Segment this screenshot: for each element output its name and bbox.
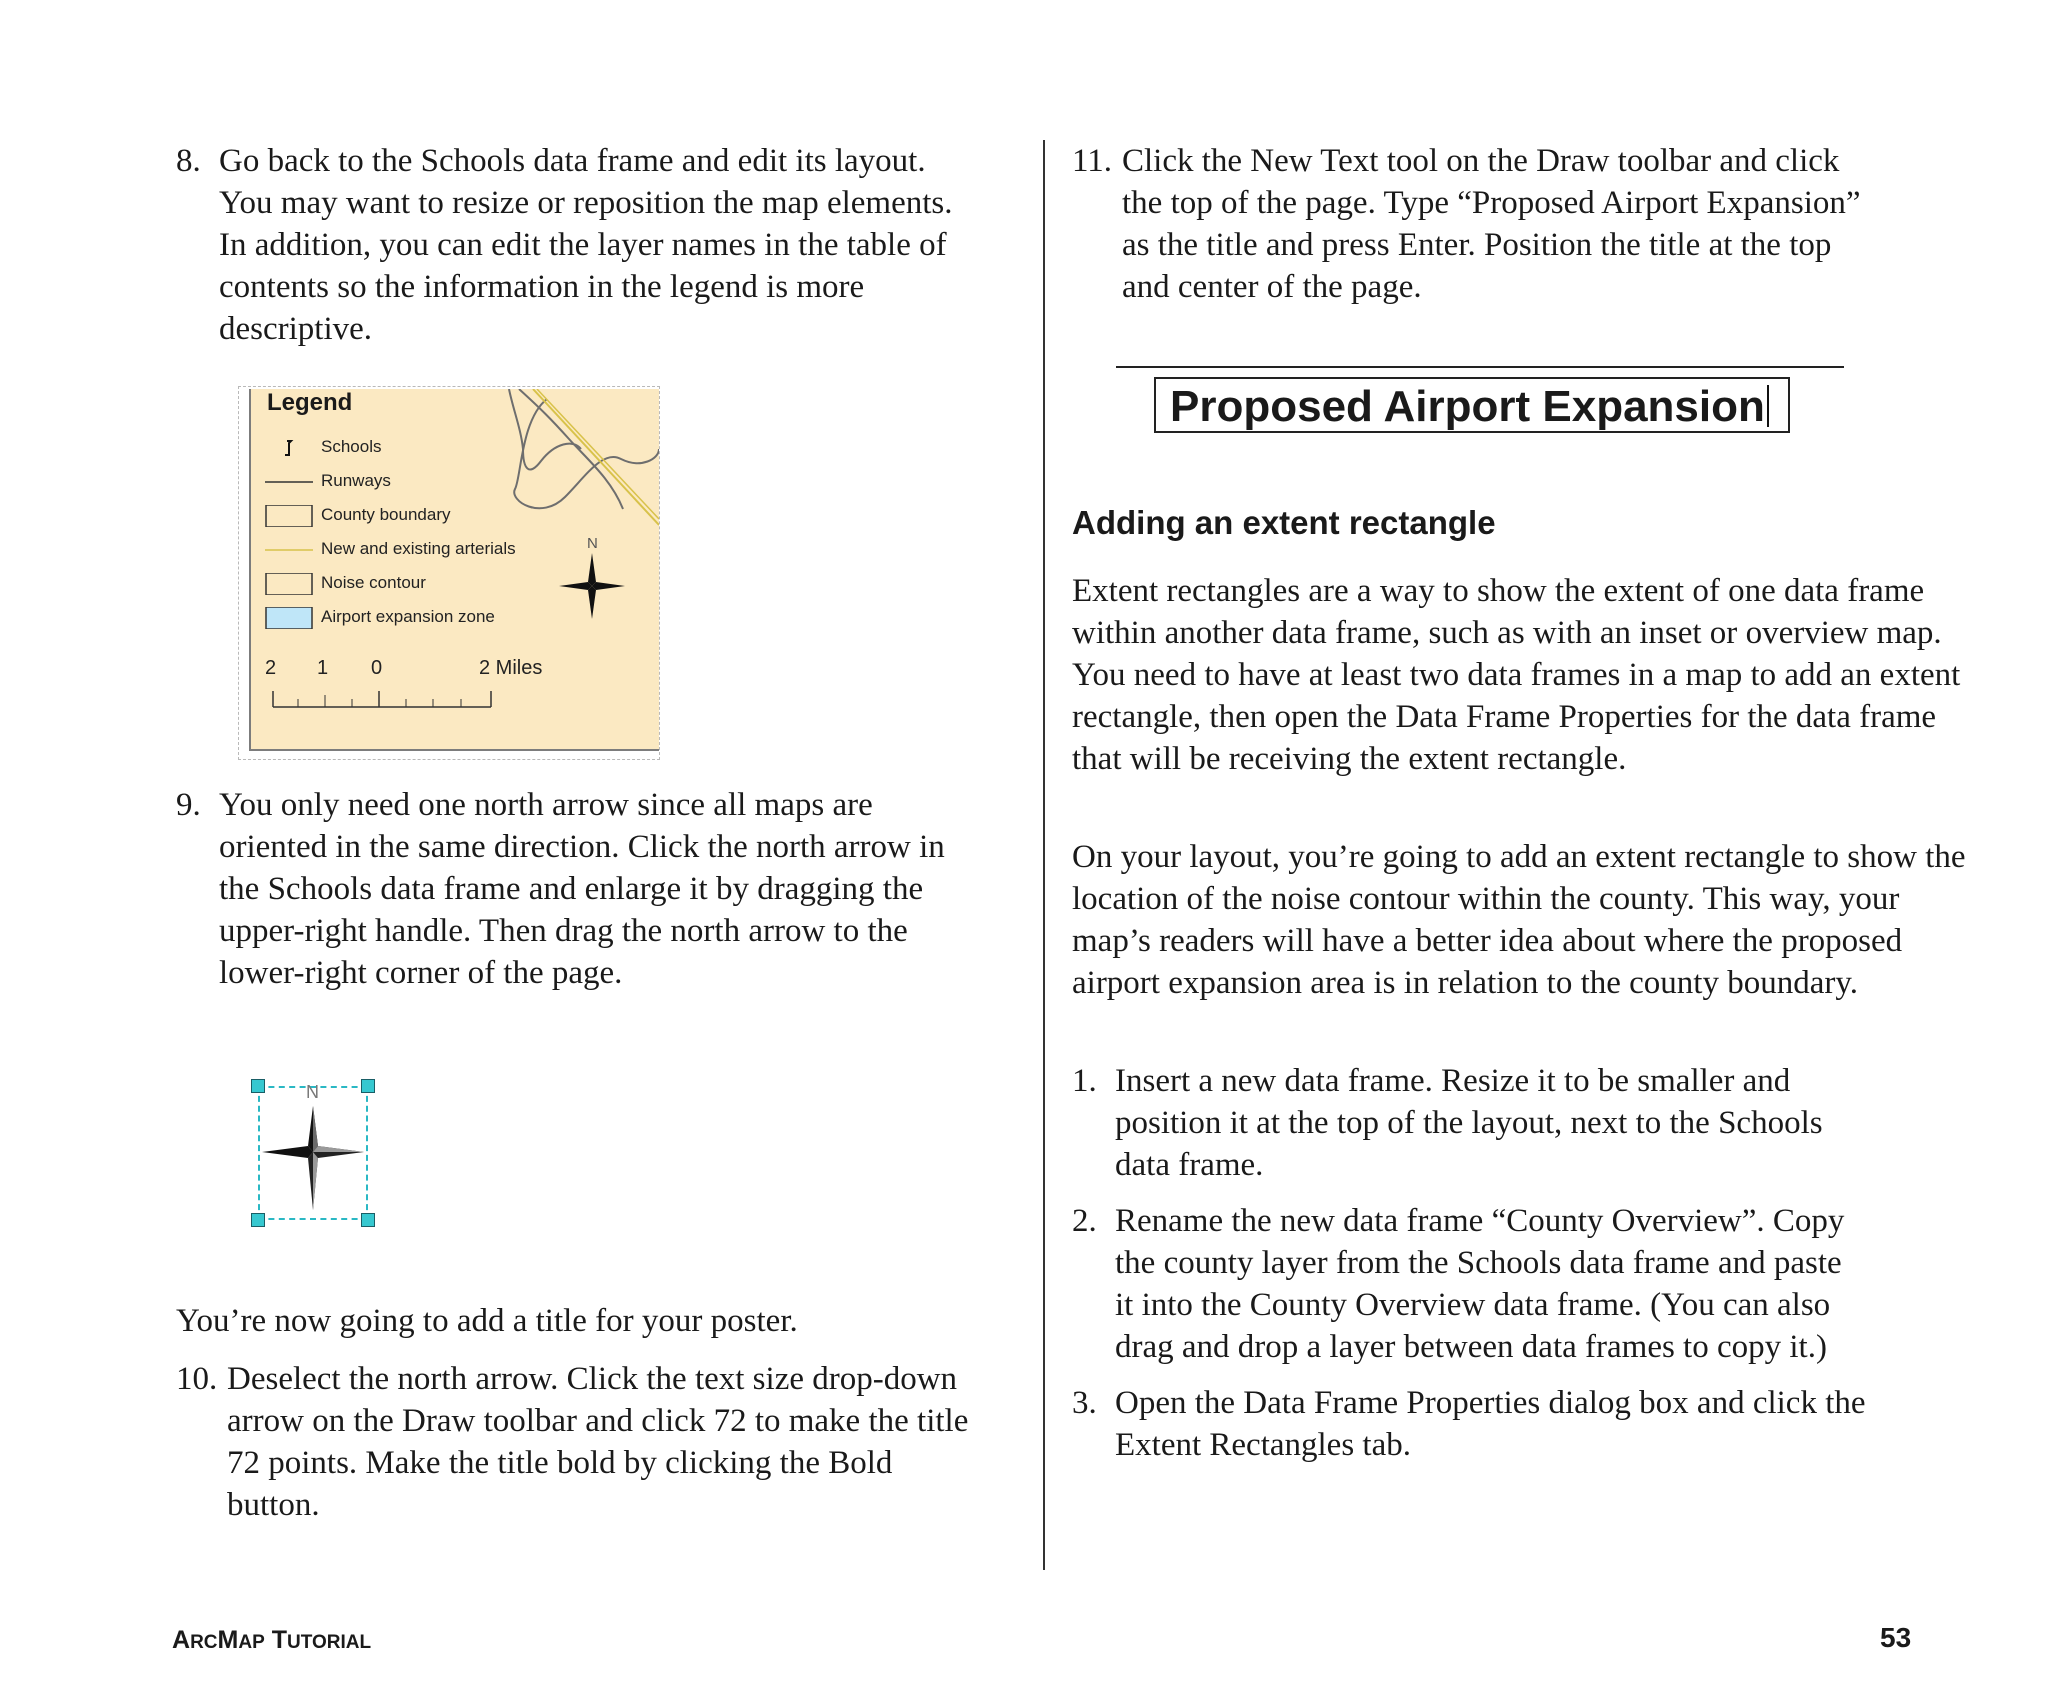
text-line: position it at the top of the layout, next to the Schools	[1115, 1105, 1823, 1141]
step-number: 8.	[176, 143, 201, 179]
text-line: upper-right handle. Then drag the north arrow to the	[219, 913, 908, 949]
text-line: data frame.	[1115, 1147, 1264, 1183]
text-line: the Schools data frame and enlarge it by dragging the	[219, 871, 924, 907]
text-line: Rename the new data frame “County Overview”. Copy	[1115, 1203, 1845, 1239]
legend-item-schools	[265, 435, 595, 461]
footer-smallcaps: RC	[190, 1632, 218, 1653]
footer-smallcaps: UTORIAL	[286, 1632, 372, 1653]
text-line: You may want to resize or reposition the map elements.	[219, 185, 953, 221]
step-1	[1072, 1060, 1972, 1186]
text-line: frame within another data frame, such as with an inset or	[1072, 573, 1925, 651]
legend-label: Noise contour	[321, 573, 426, 592]
page-number: 53	[1880, 1622, 1912, 1653]
step-9	[176, 784, 1016, 994]
legend-figure	[238, 386, 660, 760]
paragraph-layout	[1072, 836, 1972, 1004]
paragraph-extent-intro	[1072, 570, 1972, 780]
legend-item-airport-zone	[265, 605, 595, 631]
legend-label: New and existing arterials	[321, 539, 516, 558]
text-line: Go back to the Schools data frame and edit its layout.	[219, 143, 926, 179]
text-line: as the title and press Enter. Position the title at the top	[1122, 227, 1832, 263]
legend-item-runways	[265, 469, 595, 495]
step-number: 9.	[176, 787, 201, 823]
text-line: Extent rectangles are a way to show the extent of one data	[1072, 573, 1839, 609]
text-line: On your layout, you’re going to add an extent rectangle to	[1072, 839, 1840, 875]
text-line: lower-right corner of the page.	[219, 955, 623, 991]
resize-handle-top-left[interactable]	[251, 1079, 265, 1093]
scale-label: 0	[371, 657, 383, 679]
scale-ticks	[271, 687, 511, 717]
scale-label: 2	[265, 657, 277, 679]
title-text: Proposed Airport Expansion	[1170, 382, 1765, 431]
text-line: drag and drop a layer between data frames to copy it.)	[1115, 1329, 1827, 1365]
text-line: the extent rectangle.	[1359, 741, 1627, 777]
legend-label: Schools	[321, 437, 382, 456]
text-line: show the location of the noise contour within the county.	[1072, 839, 1966, 917]
text-line: Insert a new data frame. Resize it to be smaller and	[1115, 1063, 1791, 1099]
legend-title: Legend	[267, 389, 353, 416]
text-line: Open the Data Frame Properties dialog box and click the	[1115, 1385, 1866, 1421]
text-line: the county layer from the Schools data frame and paste	[1115, 1245, 1842, 1281]
north-arrow-selection[interactable]	[258, 1082, 368, 1220]
text-line: overview map. You need to have at least two data frames in	[1072, 615, 1942, 693]
step-number: 10.	[176, 1361, 218, 1397]
step-number: 2.	[1072, 1203, 1097, 1239]
section-heading: Adding an extent rectangle	[1072, 504, 1496, 541]
title-text-box[interactable]	[1154, 377, 1790, 433]
legend-label: Runways	[321, 471, 391, 490]
text-line: button.	[227, 1487, 320, 1523]
footer-smallcaps: AP	[238, 1632, 265, 1653]
legend-label: County boundary	[321, 505, 451, 524]
runway-line-icon	[265, 471, 313, 493]
resize-handle-bottom-right[interactable]	[361, 1213, 375, 1227]
text-line: oriented in the same direction. Click the north arrow in	[219, 829, 945, 865]
footer-letter: T	[271, 1626, 287, 1654]
step-number: 11.	[1072, 143, 1113, 179]
text-line: 72 points. Make the title bold by clicking the Bold	[227, 1445, 893, 1481]
north-label: N	[587, 535, 598, 552]
legend-panel	[249, 389, 659, 751]
text-line: it into the County Overview data frame. (You can also	[1115, 1287, 1831, 1323]
scale-label: 1	[317, 657, 329, 679]
step-3	[1072, 1382, 1972, 1466]
school-icon	[265, 437, 313, 459]
legend-item-noise-contour	[265, 571, 595, 597]
north-label: N	[306, 1082, 319, 1102]
step-11	[1072, 140, 1952, 308]
text-line: and center of the page.	[1122, 269, 1422, 305]
text-line: In addition, you can edit the layer names in the table of	[219, 227, 947, 263]
text-line: Click the New Text tool on the Draw toolbar and click	[1122, 143, 1840, 179]
legend-item-county-boundary	[265, 503, 595, 529]
step-number: 1.	[1072, 1063, 1097, 1099]
resize-handle-bottom-left[interactable]	[251, 1213, 265, 1227]
footer-letter: M	[217, 1626, 239, 1654]
scale-label: 2 Miles	[479, 657, 543, 679]
text-line: This way, your map’s readers will have a better idea about	[1072, 881, 1900, 959]
text-line: the county boundary.	[1580, 965, 1858, 1001]
resize-handle-top-right[interactable]	[361, 1079, 375, 1093]
text-line: Frame Properties for the data frame that will be receiving	[1072, 699, 1937, 777]
text-line: a map to add an extent rectangle, then open the Data	[1072, 657, 1961, 735]
text-line: contents so the information in the legend is more	[219, 269, 865, 305]
text-caret	[1767, 385, 1769, 427]
step-8	[176, 140, 1016, 350]
arterial-line-icon	[265, 539, 313, 561]
step-2	[1072, 1200, 1972, 1368]
text-line: arrow on the Draw toolbar and click 72 to make the title	[227, 1403, 969, 1439]
text-line: Deselect the north arrow. Click the text size drop-down	[227, 1361, 958, 1397]
text-line: descriptive.	[219, 311, 373, 347]
column-divider	[1043, 140, 1045, 1570]
text-line: Extent Rectangles tab.	[1115, 1427, 1411, 1463]
intro-paragraph: You’re now going to add a title for your poster.	[176, 1303, 798, 1339]
footer-letter: A	[172, 1626, 191, 1654]
step-number: 3.	[1072, 1385, 1097, 1421]
county-boundary-swatch-icon	[265, 505, 313, 527]
step-10	[176, 1358, 1036, 1526]
north-arrow-icon	[557, 551, 627, 621]
north-arrow-icon[interactable]	[260, 1088, 366, 1218]
legend-label: Airport expansion zone	[321, 607, 495, 626]
noise-contour-swatch-icon	[265, 573, 313, 595]
legend-item-arterials	[265, 537, 595, 563]
text-line: You only need one north arrow since all maps are	[219, 787, 873, 823]
text-line: where the proposed airport expansion area is in relation to	[1072, 923, 1903, 1001]
title-rule	[1116, 366, 1844, 368]
airport-zone-swatch-icon	[265, 607, 313, 629]
text-line: the top of the page. Type “Proposed Airport Expansion”	[1122, 185, 1861, 221]
running-footer	[172, 1626, 371, 1655]
